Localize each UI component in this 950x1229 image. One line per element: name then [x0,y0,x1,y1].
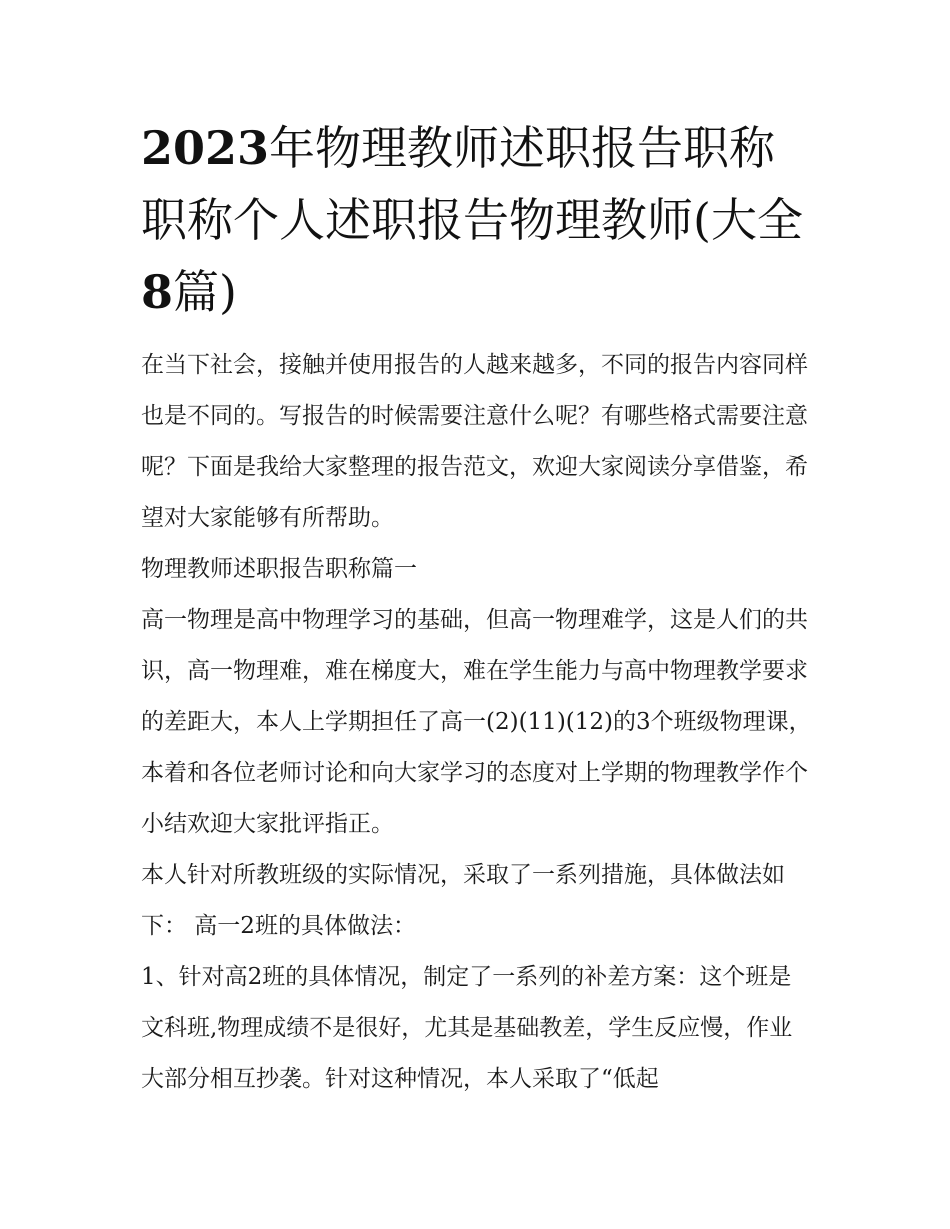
title-count: 8 [141,265,174,319]
intro-paragraph: 在当下社会，接触并使用报告的人越来越多，不同的报告内容同样也是不同的。写报告的时候需要注意什么呢？有哪些格式需要注意呢？下面是我给大家整理的报告范文，欢迎大家阅读分享借鉴，希望对大家能够有所帮助。 [141,352,808,531]
body-paragraph: 1、针对高2班的具体情况，制定了一系列的补差方案：这个班是文科班,物理成绩不是很好，尤其是基础教差，学生反应慢，作业大部分相互抄袭。针对这种情况，本人采取了“低起 [141,964,793,1092]
section-heading: 物理教师述职报告职称篇一 [141,556,417,582]
body-paragraph: 本人针对所教班级的实际情况，采取了一系列措施，具体做法如下： 高一2班的具体做法： [141,862,785,939]
title-suffix: 篇) [173,265,237,319]
title-main: 年物理教师述职报告职称职称个人述职报告物理教师(大全 [141,121,803,247]
title-year: 2023 [141,121,270,175]
body-paragraph: 高一物理是高中物理学习的基础，但高一物理难学，这是人们的共识，高一物理难，难在梯度大，难在学生能力与高中物理教学要求的差距大，本人上学期担任了高一(2)(11)(12)的3个班级物理课，本着和各位老师讨论和向大家学习的态度对上学期的物理教学作个小结欢迎大家批评指正。 [141,607,812,837]
title-spacer [141,328,813,340]
document-content [141,112,813,1105]
document-title [141,112,813,328]
